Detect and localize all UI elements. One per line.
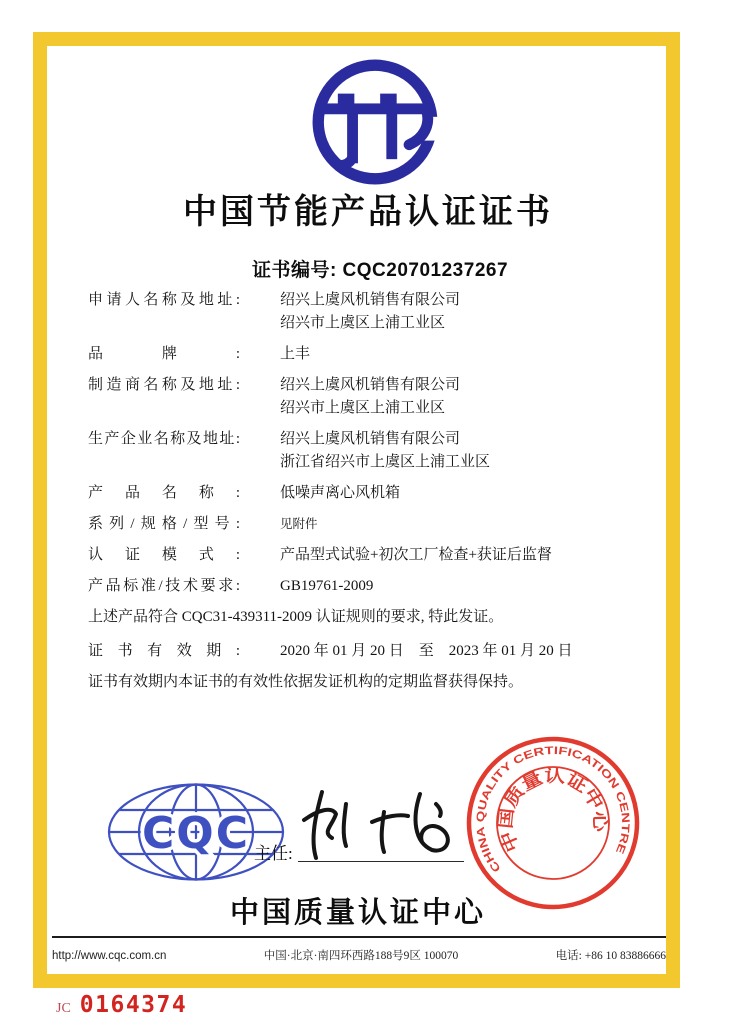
field-row-applicant xyxy=(88,289,654,335)
field-value xyxy=(280,482,400,505)
field-value-line: 低噪声离心风机箱 xyxy=(280,485,401,501)
field-value-line: 上丰 xyxy=(280,346,311,362)
energy-saving-emblem-icon xyxy=(311,58,439,186)
field-row-product-name xyxy=(88,482,654,505)
field-value-line: 绍兴市上虞区上浦工业区 xyxy=(280,315,446,331)
field-value xyxy=(280,513,318,536)
field-value-line: 绍兴上虞风机销售有限公司 xyxy=(280,377,461,393)
field-row-brand xyxy=(88,343,654,366)
seal-chinese-text: 中国质量认证中心 xyxy=(495,765,611,855)
field-row-validity xyxy=(88,640,654,663)
serial-number xyxy=(56,992,187,1018)
field-value xyxy=(280,289,460,335)
issuing-organization-name: 中国质量认证中心 xyxy=(229,897,486,929)
certificate-title: 中国节能产品认证证书 xyxy=(183,193,553,231)
footer-phone: 电话: +86 10 83886666 xyxy=(555,950,666,962)
footer-website: http://www.cqc.com.cn xyxy=(52,950,167,962)
field-value xyxy=(280,544,552,567)
field-value-line: 2020 年 01 月 20 日 至 2023 年 01 月 20 日 xyxy=(280,643,573,659)
certificate-fields xyxy=(88,289,654,705)
field-label: 生产企业名称及地址: xyxy=(88,431,240,447)
field-value-line: 绍兴上虞风机销售有限公司 xyxy=(280,292,461,308)
field-value xyxy=(280,374,460,420)
field-row-certification-mode xyxy=(88,544,654,567)
footer xyxy=(52,936,666,963)
field-row-series-model xyxy=(88,513,654,536)
seal-english-text: CHINA QUALITY CERTIFICATION CENTRE xyxy=(474,744,632,875)
field-label: 认证模式: xyxy=(88,547,240,563)
certificate-number: 证书编号: CQC20701237267 xyxy=(251,260,509,281)
cqc-logo-text: CQC xyxy=(142,808,250,859)
field-value xyxy=(280,343,310,366)
svg-text:CHINA QUALITY CERTIFICATION CE xyxy=(465,735,637,876)
footer-address: 中国·北京·南四环西路188号9区 100070 xyxy=(263,950,459,962)
field-row-manufacturer xyxy=(88,374,654,420)
field-value-line: 浙江省绍兴市上虞区上浦工业区 xyxy=(280,454,491,470)
field-value xyxy=(280,428,490,474)
field-label: 制造商名称及地址: xyxy=(88,377,240,393)
field-value-line: 产品型式试验+初次工厂检查+获证后监督 xyxy=(280,547,552,563)
director-signature xyxy=(288,784,478,864)
field-label: 产品标准/技术要求: xyxy=(88,578,240,594)
field-value-line: 绍兴上虞风机销售有限公司 xyxy=(280,431,461,447)
field-value-line: 见附件 xyxy=(280,517,318,531)
field-label: 证书有效期: xyxy=(88,643,240,659)
conformity-statement: 上述产品符合 CQC31-439311-2009 认证规则的要求, 特此发证。 xyxy=(88,609,504,625)
serial-prefix: JC xyxy=(56,1001,71,1016)
serial-digits: 0164374 xyxy=(79,992,188,1018)
validity-note: 证书有效期内本证书的有效性依据发证机构的定期监督获得保持。 xyxy=(88,674,524,690)
field-value-line: GB19761-2009 xyxy=(280,578,374,594)
director-label: 主任: xyxy=(254,844,293,863)
field-label: 申请人名称及地址: xyxy=(88,292,240,308)
field-value xyxy=(280,575,373,598)
field-row-producer xyxy=(88,428,654,474)
field-label: 系列/规格/型号: xyxy=(88,516,240,532)
field-value-line: 绍兴市上虞区上浦工业区 xyxy=(280,400,446,416)
field-label: 品牌: xyxy=(88,346,240,362)
field-value xyxy=(280,640,573,663)
cqc-globe-logo-icon xyxy=(104,781,288,883)
field-row-standard xyxy=(88,575,654,598)
field-label: 产品名称: xyxy=(88,485,240,501)
